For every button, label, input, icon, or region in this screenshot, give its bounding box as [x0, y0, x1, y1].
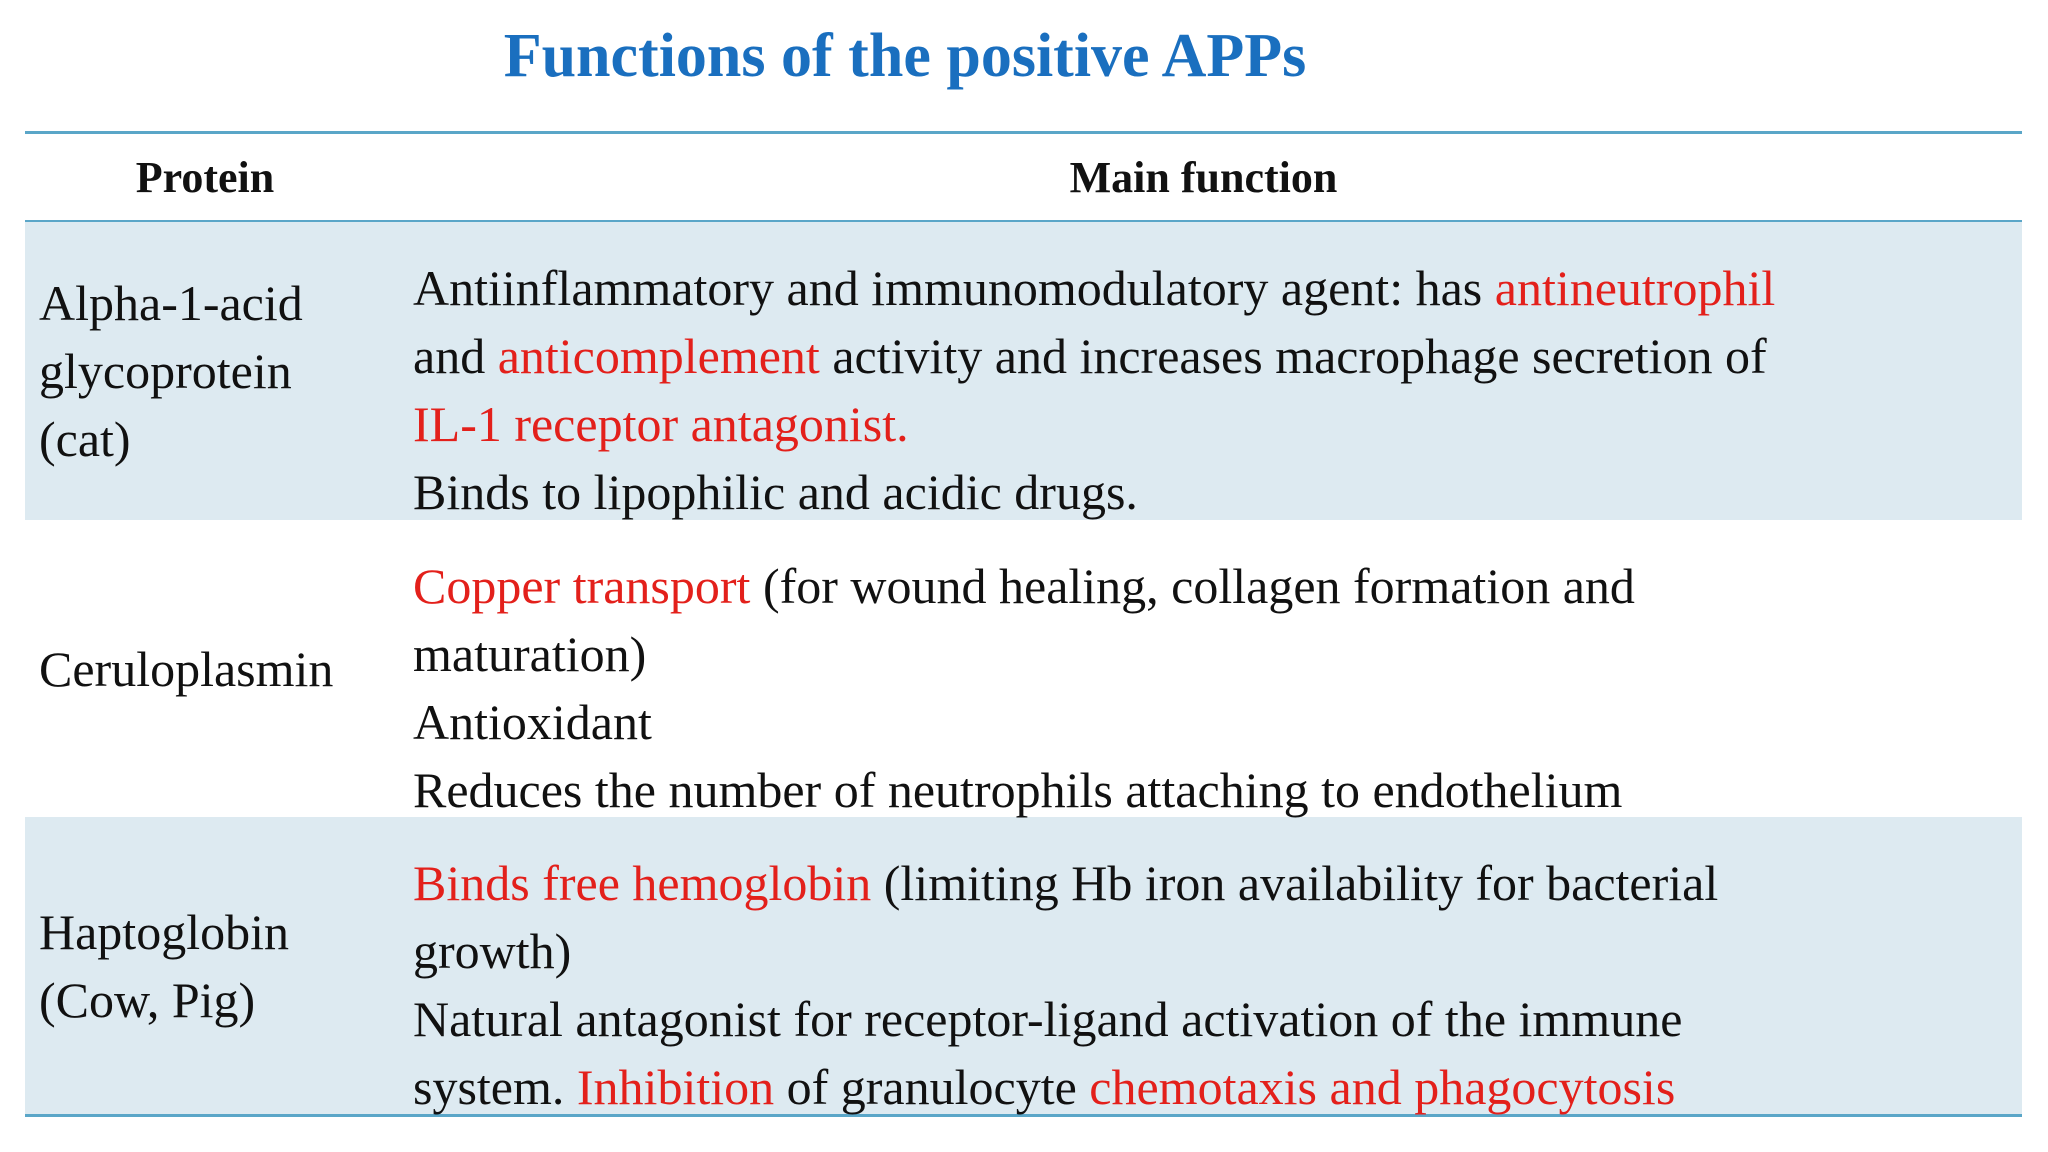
protein-name-line: glycoprotein — [39, 343, 292, 399]
function-cell — [385, 520, 2022, 817]
function-text: Antiinflammatory and immunomodulatory agent: has — [413, 260, 1495, 316]
function-line — [413, 917, 2022, 985]
protein-cell — [25, 222, 385, 520]
function-text: activity and increases macrophage secretion of — [819, 328, 1767, 384]
app-functions-table — [25, 131, 2022, 1117]
highlighted-text: Inhibition — [576, 1059, 775, 1115]
function-text: (for wound healing, collagen formation and — [750, 558, 1635, 614]
function-line — [413, 756, 2022, 824]
header-main-function: Main function — [1069, 152, 1338, 202]
function-line — [413, 849, 2022, 917]
highlighted-text: chemotaxis and phagocytosis — [1089, 1059, 1676, 1115]
protein-name-line: Ceruloplasmin — [39, 640, 334, 697]
protein-name-line: (Cow, Pig) — [39, 971, 256, 1028]
function-cell — [385, 222, 2022, 520]
table-row — [25, 817, 2022, 1114]
function-line — [413, 390, 2022, 458]
protein-name-line: (cat) — [39, 411, 131, 467]
header-protein: Protein — [135, 152, 275, 202]
highlighted-text: anticomplement — [497, 328, 820, 384]
protein-name-line: Alpha-1-acid — [39, 275, 303, 331]
function-text: maturation) — [413, 626, 647, 682]
function-text: (limiting Hb iron availability for bacterial — [871, 855, 1719, 911]
function-line — [413, 552, 2022, 620]
function-text: Reduces the number of neutrophils attaching to endothelium — [413, 762, 1623, 818]
protein-cell — [25, 520, 385, 817]
function-line — [413, 985, 2022, 1053]
function-line — [413, 322, 2022, 390]
function-text: Antioxidant — [413, 694, 652, 750]
function-text: growth) — [413, 923, 572, 979]
function-line — [413, 1053, 2022, 1121]
slide-title: Functions of the positive APPs — [503, 22, 1307, 90]
table-row — [25, 222, 2022, 520]
function-text: of granulocyte — [774, 1059, 1090, 1115]
highlighted-text: Binds free hemoglobin — [413, 855, 872, 911]
function-cell — [385, 817, 2022, 1114]
highlighted-text: IL-1 receptor antagonist. — [413, 396, 909, 452]
function-line — [413, 458, 2022, 526]
function-text: Binds to lipophilic and acidic drugs. — [413, 464, 1138, 520]
function-line — [413, 688, 2022, 756]
highlighted-text: antineutrophil — [1494, 260, 1776, 316]
function-text: system. — [413, 1059, 577, 1115]
protein-cell — [25, 817, 385, 1114]
table-header-row — [25, 134, 2022, 222]
table-row — [25, 520, 2022, 817]
function-text: and — [413, 328, 498, 384]
function-line — [413, 620, 2022, 688]
highlighted-text: Copper transport — [413, 558, 751, 614]
function-line — [413, 254, 2022, 322]
function-text: Natural antagonist for receptor-ligand activation of the immune — [413, 991, 1683, 1047]
protein-name-line: Haptoglobin — [39, 903, 289, 960]
